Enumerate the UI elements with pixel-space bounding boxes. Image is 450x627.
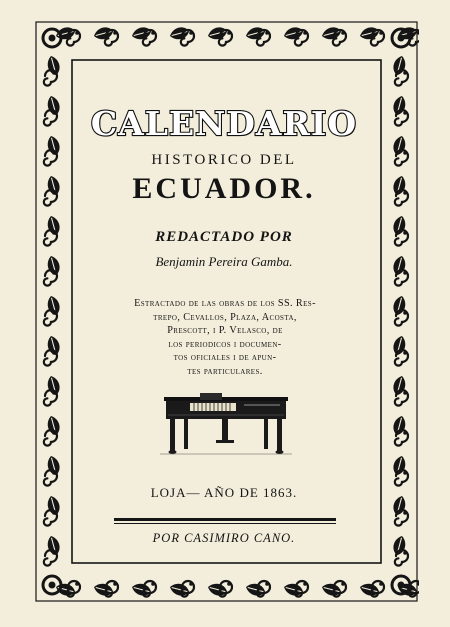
divider-thick: [114, 518, 336, 521]
source-line: los periodicos i documen-: [168, 338, 282, 350]
subtitle: HISTORICO DEL: [151, 152, 297, 168]
source-line: Prescott, i P. Velasco, de: [167, 325, 283, 336]
place-and-year: LOJA— AÑO DE 1863.: [150, 485, 298, 500]
source-description: [112, 297, 338, 378]
source-line: Estractado de las obras de los SS. Res-: [134, 298, 316, 309]
printer-credit: POR CASIMIRO CANO.: [152, 531, 296, 545]
editor-label: REDACTADO POR: [155, 229, 293, 245]
country-title: ECUADOR.: [132, 172, 316, 205]
author-name: Benjamin Pereira Gamba.: [155, 254, 293, 269]
source-line: tos oficiales i de apun-: [173, 352, 277, 363]
piano-illustration: [160, 393, 292, 455]
source-line: trepo, Cevallos, Plaza, Acosta,: [153, 311, 297, 323]
piano-engraving: [160, 393, 292, 455]
divider-thin: [114, 523, 336, 524]
source-line: tes particulares.: [187, 365, 263, 377]
page-title: CALENDARIO: [90, 104, 358, 143]
